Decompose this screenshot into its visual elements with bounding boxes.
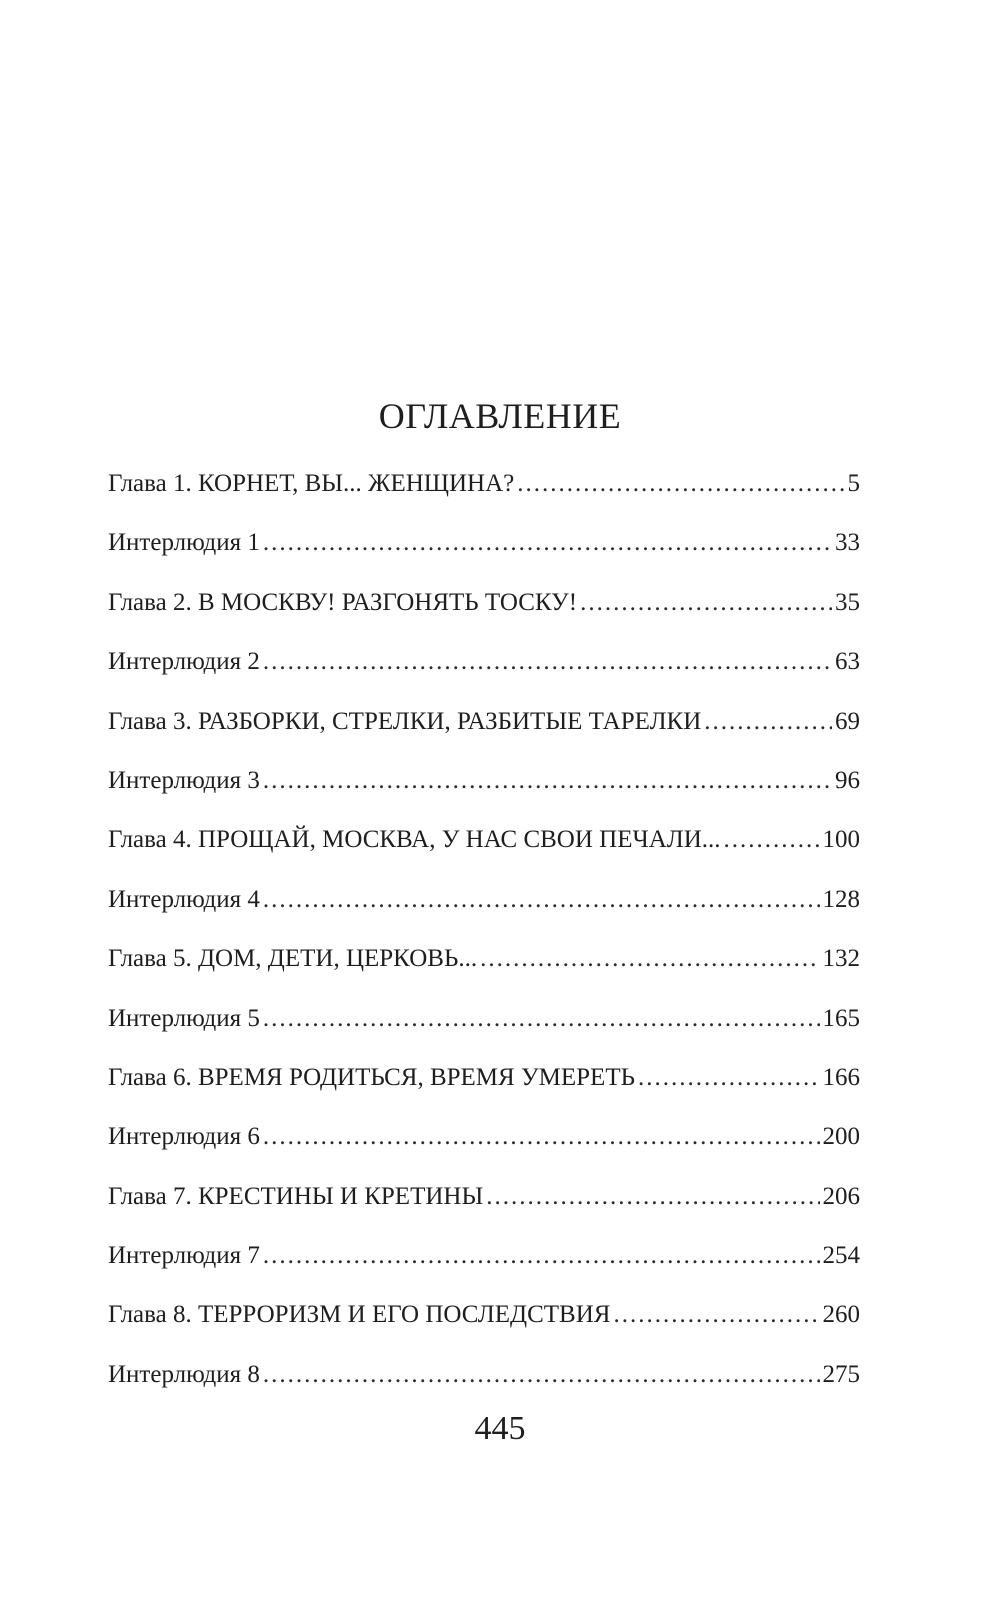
- toc-entry-label: Интерлюдия 6: [108, 1123, 260, 1151]
- toc-leader-dots: [580, 590, 832, 615]
- toc-entry-page: 35: [835, 588, 860, 616]
- toc-entry: [108, 530, 860, 589]
- toc-leader-dots: [263, 649, 832, 674]
- toc-leader-dots: [263, 768, 832, 793]
- toc-entry-page: 63: [835, 648, 860, 676]
- table-of-contents: [108, 471, 860, 1421]
- page-number: 445: [474, 1410, 526, 1447]
- toc-entry-page: 206: [822, 1182, 860, 1210]
- toc-entry-page: 128: [822, 885, 860, 913]
- toc-entry-page: 254: [822, 1242, 860, 1270]
- toc-entry-label: Глава 8. ТЕРРОРИЗМ И ЕГО ПОСЛЕДСТВИЯ: [108, 1301, 611, 1329]
- toc-entry-page: 100: [822, 826, 860, 854]
- toc-entry-page: 132: [822, 945, 860, 973]
- toc-entry-label: Интерлюдия 5: [108, 1004, 260, 1032]
- toc-entry-label: Глава 6. ВРЕМЯ РОДИТЬСЯ, ВРЕМЯ УМЕРЕТЬ: [108, 1063, 635, 1091]
- toc-entry-label: Интерлюдия 1: [108, 529, 260, 557]
- toc-leader-dots: [263, 887, 820, 912]
- toc-entry: [108, 471, 860, 530]
- toc-entry-label: Интерлюдия 4: [108, 885, 260, 913]
- toc-entry-label: Глава 5. ДОМ, ДЕТИ, ЦЕРКОВЬ...: [108, 945, 478, 973]
- toc-leader-dots: [613, 1302, 819, 1327]
- toc-entry-page: 5: [847, 470, 860, 497]
- toc-entry-label: Глава 4. ПРОЩАЙ, МОСКВА, У НАС СВОИ ПЕЧАЛИ...: [108, 826, 721, 854]
- toc-entry-label: Глава 3. РАЗБОРКИ, СТРЕЛКИ, РАЗБИТЫЕ ТАРЕЛКИ: [108, 707, 702, 735]
- toc-entry: [108, 768, 860, 827]
- toc-entry: [108, 1124, 860, 1183]
- toc-entry-page: 166: [822, 1063, 860, 1091]
- toc-entry: [108, 590, 860, 649]
- toc-entry-page: 275: [822, 1360, 860, 1388]
- toc-entry-page: 33: [835, 529, 860, 557]
- toc-leader-dots: [263, 530, 832, 555]
- toc-entry-label: Интерлюдия 8: [108, 1360, 260, 1388]
- toc-leader-dots: [263, 1243, 820, 1268]
- toc-entry-label: Глава 7. КРЕСТИНЫ И КРЕТИНЫ: [108, 1182, 484, 1210]
- toc-entry-label: Глава 1. КОРНЕТ, ВЫ... ЖЕНЩИНА?: [108, 470, 515, 497]
- toc-entry-page: 69: [835, 707, 860, 735]
- toc-entry: [108, 887, 860, 946]
- toc-entry: [108, 1184, 860, 1243]
- toc-entry: [108, 1243, 860, 1302]
- toc-entry: [108, 1302, 860, 1361]
- toc-leader-dots: [704, 709, 832, 734]
- toc-entry-page: 200: [822, 1123, 860, 1151]
- toc-entry-label: Интерлюдия 2: [108, 648, 260, 676]
- toc-leader-dots: [486, 1184, 819, 1209]
- toc-entry-page: 260: [822, 1301, 860, 1329]
- toc-entry: [108, 827, 860, 886]
- toc-leader-dots: [480, 946, 819, 971]
- toc-entry-label: Глава 2. В МОСКВУ! РАЗГОНЯТЬ ТОСКУ!: [108, 588, 578, 616]
- toc-leader-dots: [263, 1362, 820, 1387]
- toc-entry: [108, 1006, 860, 1065]
- toc-entry-label: Интерлюдия 7: [108, 1242, 260, 1270]
- toc-leader-dots: [263, 1124, 820, 1149]
- toc-entry-page: 96: [835, 766, 860, 794]
- toc-entry: [108, 946, 860, 1005]
- toc-entry: [108, 649, 860, 708]
- toc-entry-page: 165: [822, 1004, 860, 1032]
- toc-leader-dots: [517, 471, 844, 496]
- toc-entry-label: Интерлюдия 3: [108, 766, 260, 794]
- toc-leader-dots: [724, 827, 820, 852]
- toc-entry: [108, 709, 860, 768]
- toc-leader-dots: [263, 1006, 820, 1031]
- page-title: ОГЛАВЛЕНИЕ: [378, 396, 622, 436]
- toc-entry: [108, 1065, 860, 1124]
- toc-leader-dots: [638, 1065, 820, 1090]
